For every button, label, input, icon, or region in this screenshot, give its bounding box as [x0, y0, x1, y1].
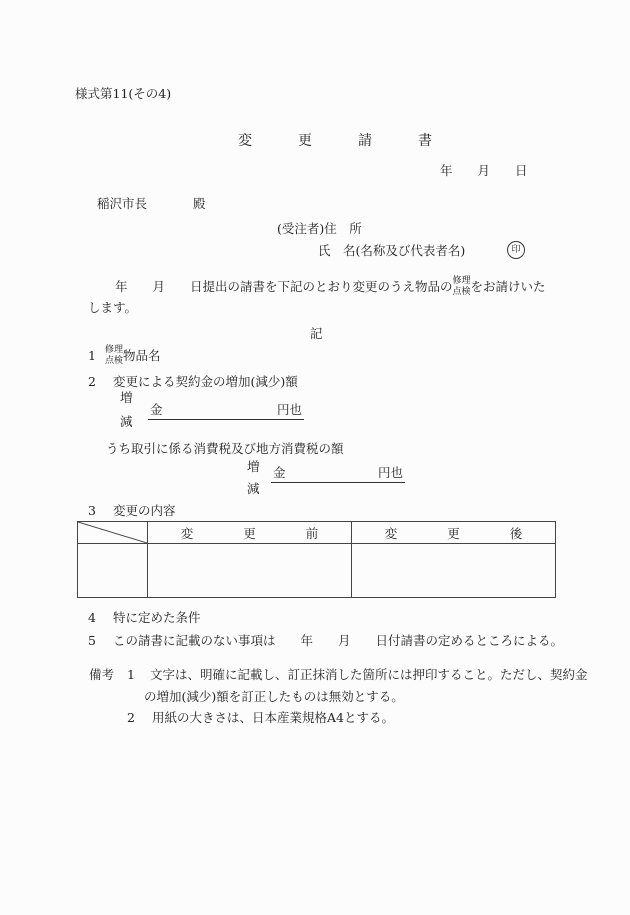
row-label-cell	[78, 544, 148, 597]
remarks-note2-text: 用紙の大きさは、日本産業規格A4とする。	[152, 710, 394, 725]
amount-prefix: 金	[273, 465, 286, 480]
item-3	[88, 503, 176, 519]
contract-amount-field	[148, 398, 304, 420]
item-4	[88, 610, 201, 626]
item-2-number: 2	[88, 374, 96, 389]
item-1	[88, 345, 161, 368]
date-line: 年 月 日	[440, 163, 528, 178]
stack-bottom: 点検	[452, 287, 471, 298]
table-corner-cell	[78, 522, 148, 544]
contract-decrease-label: 減	[120, 414, 133, 429]
stack-top: 修理	[452, 276, 471, 286]
column-header-before: 変 更 前	[148, 522, 352, 544]
repair-inspect-stack	[453, 276, 471, 299]
remarks-note2-number: 2	[127, 710, 135, 725]
amount-prefix: 金	[150, 402, 163, 417]
after-value-cell	[352, 544, 555, 597]
tax-decrease-label: 減	[247, 481, 260, 496]
contract-increase-label: 増	[120, 390, 133, 405]
addressee-name: 稲沢市長	[97, 196, 148, 211]
item-2-label: 変更による契約金の増加(減少)額	[113, 374, 298, 389]
remarks-note1-number: 1	[127, 667, 135, 682]
item-4-number: 4	[88, 610, 96, 625]
column-header-after: 変 更 後	[352, 522, 555, 544]
record-marker: 記	[310, 326, 323, 341]
recipient-name-label: 氏 名(名称及び代表者名)	[318, 243, 466, 258]
seal-mark-icon: 印	[507, 241, 525, 259]
addressee-line	[97, 196, 206, 212]
remarks-note1-line1: 文字は、明確に記載し、訂正抹消した箇所には押印すること。ただし、契約金	[150, 667, 588, 682]
remarks-note1-line2: の増加(減少)額を訂正したものは無効とする。	[144, 689, 404, 704]
tax-amount-field	[271, 461, 405, 483]
item-1-repair-inspect-stack	[105, 345, 123, 368]
recipient-address-label: (受注者)住 所	[277, 221, 362, 236]
item-5	[88, 633, 563, 649]
tax-increase-label: 増	[247, 459, 260, 474]
page-title: 変 更 請 書	[238, 133, 433, 149]
body-paragraph-line2: します。	[88, 300, 138, 315]
body-paragraph-line1	[115, 276, 546, 299]
addressee-honorific: 殿	[193, 196, 206, 211]
stack-top: 修理	[105, 345, 124, 355]
item-3-number: 3	[88, 503, 96, 518]
body-line1-pre: 年 月 日提出の請書を下記のとおり変更のうえ物品の	[115, 279, 453, 295]
change-content-table	[77, 521, 556, 598]
form-number: 様式第11(その4)	[75, 86, 172, 101]
item-3-label: 変更の内容	[113, 503, 176, 518]
body-line1-post: をお請けいた	[470, 279, 546, 295]
tax-line-label: うち取引に係る消費税及び地方消費税の額	[106, 441, 344, 456]
amount-suffix: 円也	[276, 402, 302, 417]
item-1-label: 物品名	[123, 348, 161, 364]
diagonal-line	[78, 522, 147, 543]
remarks-label: 備考	[89, 667, 115, 682]
amount-suffix: 円也	[377, 465, 403, 480]
stack-bottom: 点検	[105, 356, 124, 367]
before-value-cell	[148, 544, 352, 597]
item-5-number: 5	[88, 633, 96, 648]
item-1-number: 1	[88, 348, 96, 364]
item-4-label: 特に定めた条件	[113, 610, 201, 625]
item-5-text: この請書に記載のない事項は 年 月 日付請書の定めるところによる。	[113, 633, 564, 648]
item-2	[88, 374, 298, 390]
